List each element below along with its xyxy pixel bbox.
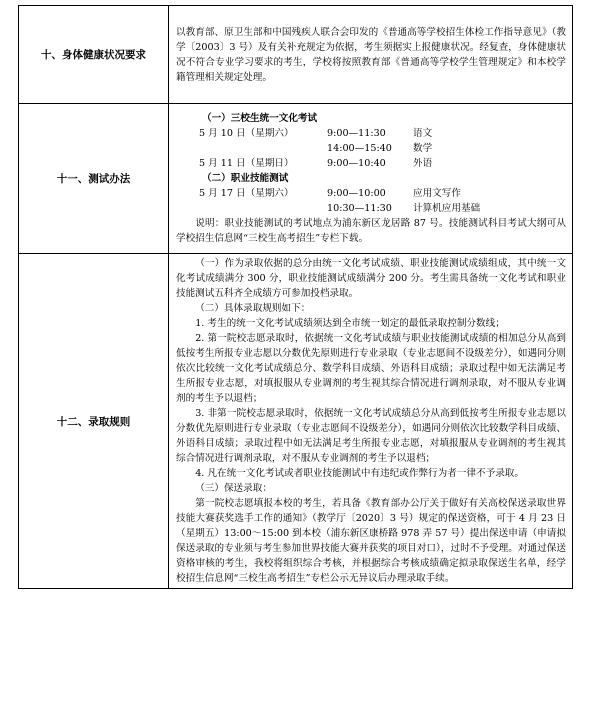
test-row [19, 104, 573, 254]
health-row [19, 6, 573, 104]
schedule-date: 5 月 11 日（星期日） [199, 158, 294, 169]
schedule-date [176, 201, 327, 216]
schedule-row [176, 201, 566, 216]
health-text: 以教育部、原卫生部和中国残疾人联合会印发的《普通高等学校招生体检工作指导意见》（教学〔2003〕3 号）及有关补充规定为依据，考生须据实上报健康状况。经复查，身体健康状况不符合专业学习要求的考生，学校将按照教育部《普通高等学校学生管理规定》和本校学籍管理相关规定处理。 [176, 26, 566, 83]
schedule-time: 10:30—11:30 [327, 203, 392, 214]
schedule-time: 9:00—10:00 [327, 188, 386, 199]
exam-section-title: （一）三校生统一文化考试 [202, 113, 318, 124]
schedule-subject: 计算机应用基础 [413, 203, 481, 214]
requirements-table [18, 5, 573, 589]
admission-paragraph: 第一院校志愿填报本校的考生，若具备《教育部办公厅关于做好有关高校保送录取世界技能大赛获奖选手工作的通知》（教学厅〔2020〕3 号）规定的保送资格，可于 4 月 23 日（星期五）13:00～15:00 到本校（浦东新区康桥路 978 弄 57 号）提出保送申请（申请拟保送录取的专业须与考生参加世界技能大赛并获奖的项目对口），过时不予受理。对通过保送资格审核的考生，我校将组织综合考核，并根据综合考核成绩确定拟录取保送生名单，经学校招生信息网“三校生高考招生”专栏公示无异议后办理录取手续。 [176, 498, 566, 584]
test-label: 十一、测试办法 [19, 104, 169, 254]
schedule-date: 5 月 17 日（星期六） [199, 188, 294, 199]
health-label: 十、身体健康状况要求 [19, 6, 169, 104]
skills-section-title: （二）职业技能测试 [202, 173, 289, 184]
schedule-row [176, 141, 566, 156]
test-note: 说明：职业技能测试的考试地点为浦东新区龙居路 87 号。技能测试科目考试大纲可从学校招生信息网“三校生高考招生”专栏下载。 [176, 218, 566, 244]
test-content [169, 104, 573, 254]
admission-paragraph: （一）作为录取依据的总分由统一文化考试成绩、职业技能测试成绩组成，其中统一文化考试成绩满分 300 分，职业技能测试成绩满分 200 分。考生需具备统一文化考试和职业技能测试五科齐全成绩方可参加投档录取。 [176, 258, 566, 299]
schedule-subject: 应用文写作 [413, 188, 461, 199]
schedule-subject: 语文 [413, 128, 433, 139]
schedule-row [176, 186, 566, 201]
schedule-time: 9:00—10:40 [327, 158, 386, 169]
schedule-subject: 外语 [413, 158, 433, 169]
schedule-date: 5 月 10 日（星期六） [199, 128, 294, 139]
admission-label: 十二、录取规则 [19, 254, 169, 589]
schedule-time: 14:00—15:40 [327, 143, 392, 154]
admission-paragraph: （三）保送录取： [195, 483, 272, 494]
admission-paragraph: 4. 凡在统一文化考试或者职业技能测试中有违纪或作弊行为者一律不予录取。 [195, 468, 524, 479]
admission-paragraph: 1. 考生的统一文化考试成绩须达到全市统一划定的最低录取控制分数线； [195, 318, 505, 329]
admission-paragraph: 2. 第一院校志愿录取时，依据统一文化考试成绩与职业技能测试成绩的相加总分从高到低按考生所报专业志愿以分数优先原则进行专业录取（专业志愿间不设级差分），如遇同分则依次比较统一文化考试成绩总分、数学科目成绩、外语科目成绩；录取过程中如无法满足考生所报专业志愿，对填报服从专业调剂的考生视其综合情况进行调剂录取，对不服从专业调剂的考生予以退档； [176, 333, 566, 404]
admission-paragraph: 3. 非第一院校志愿录取时，依据统一文化考试成绩总分从高到低按考生所报专业志愿以分数优先原则进行专业录取（专业志愿间不设级差分），如遇同分则依次比较数学科目成绩、外语科目成绩；录取过程中如无法满足考生所报专业志愿，对填报服从专业调剂的考生视其综合情况进行调剂录取，对不服从专业调剂的考生予以退档； [176, 408, 566, 464]
admission-row [19, 254, 573, 589]
schedule-subject: 数学 [413, 143, 433, 154]
health-content [169, 6, 573, 104]
schedule-row [176, 156, 566, 171]
schedule-time: 9:00—11:30 [327, 128, 386, 139]
admission-paragraph: （二）具体录取规则如下： [195, 303, 311, 314]
admission-content [169, 254, 573, 589]
schedule-date [176, 141, 327, 156]
schedule-row [176, 126, 566, 141]
